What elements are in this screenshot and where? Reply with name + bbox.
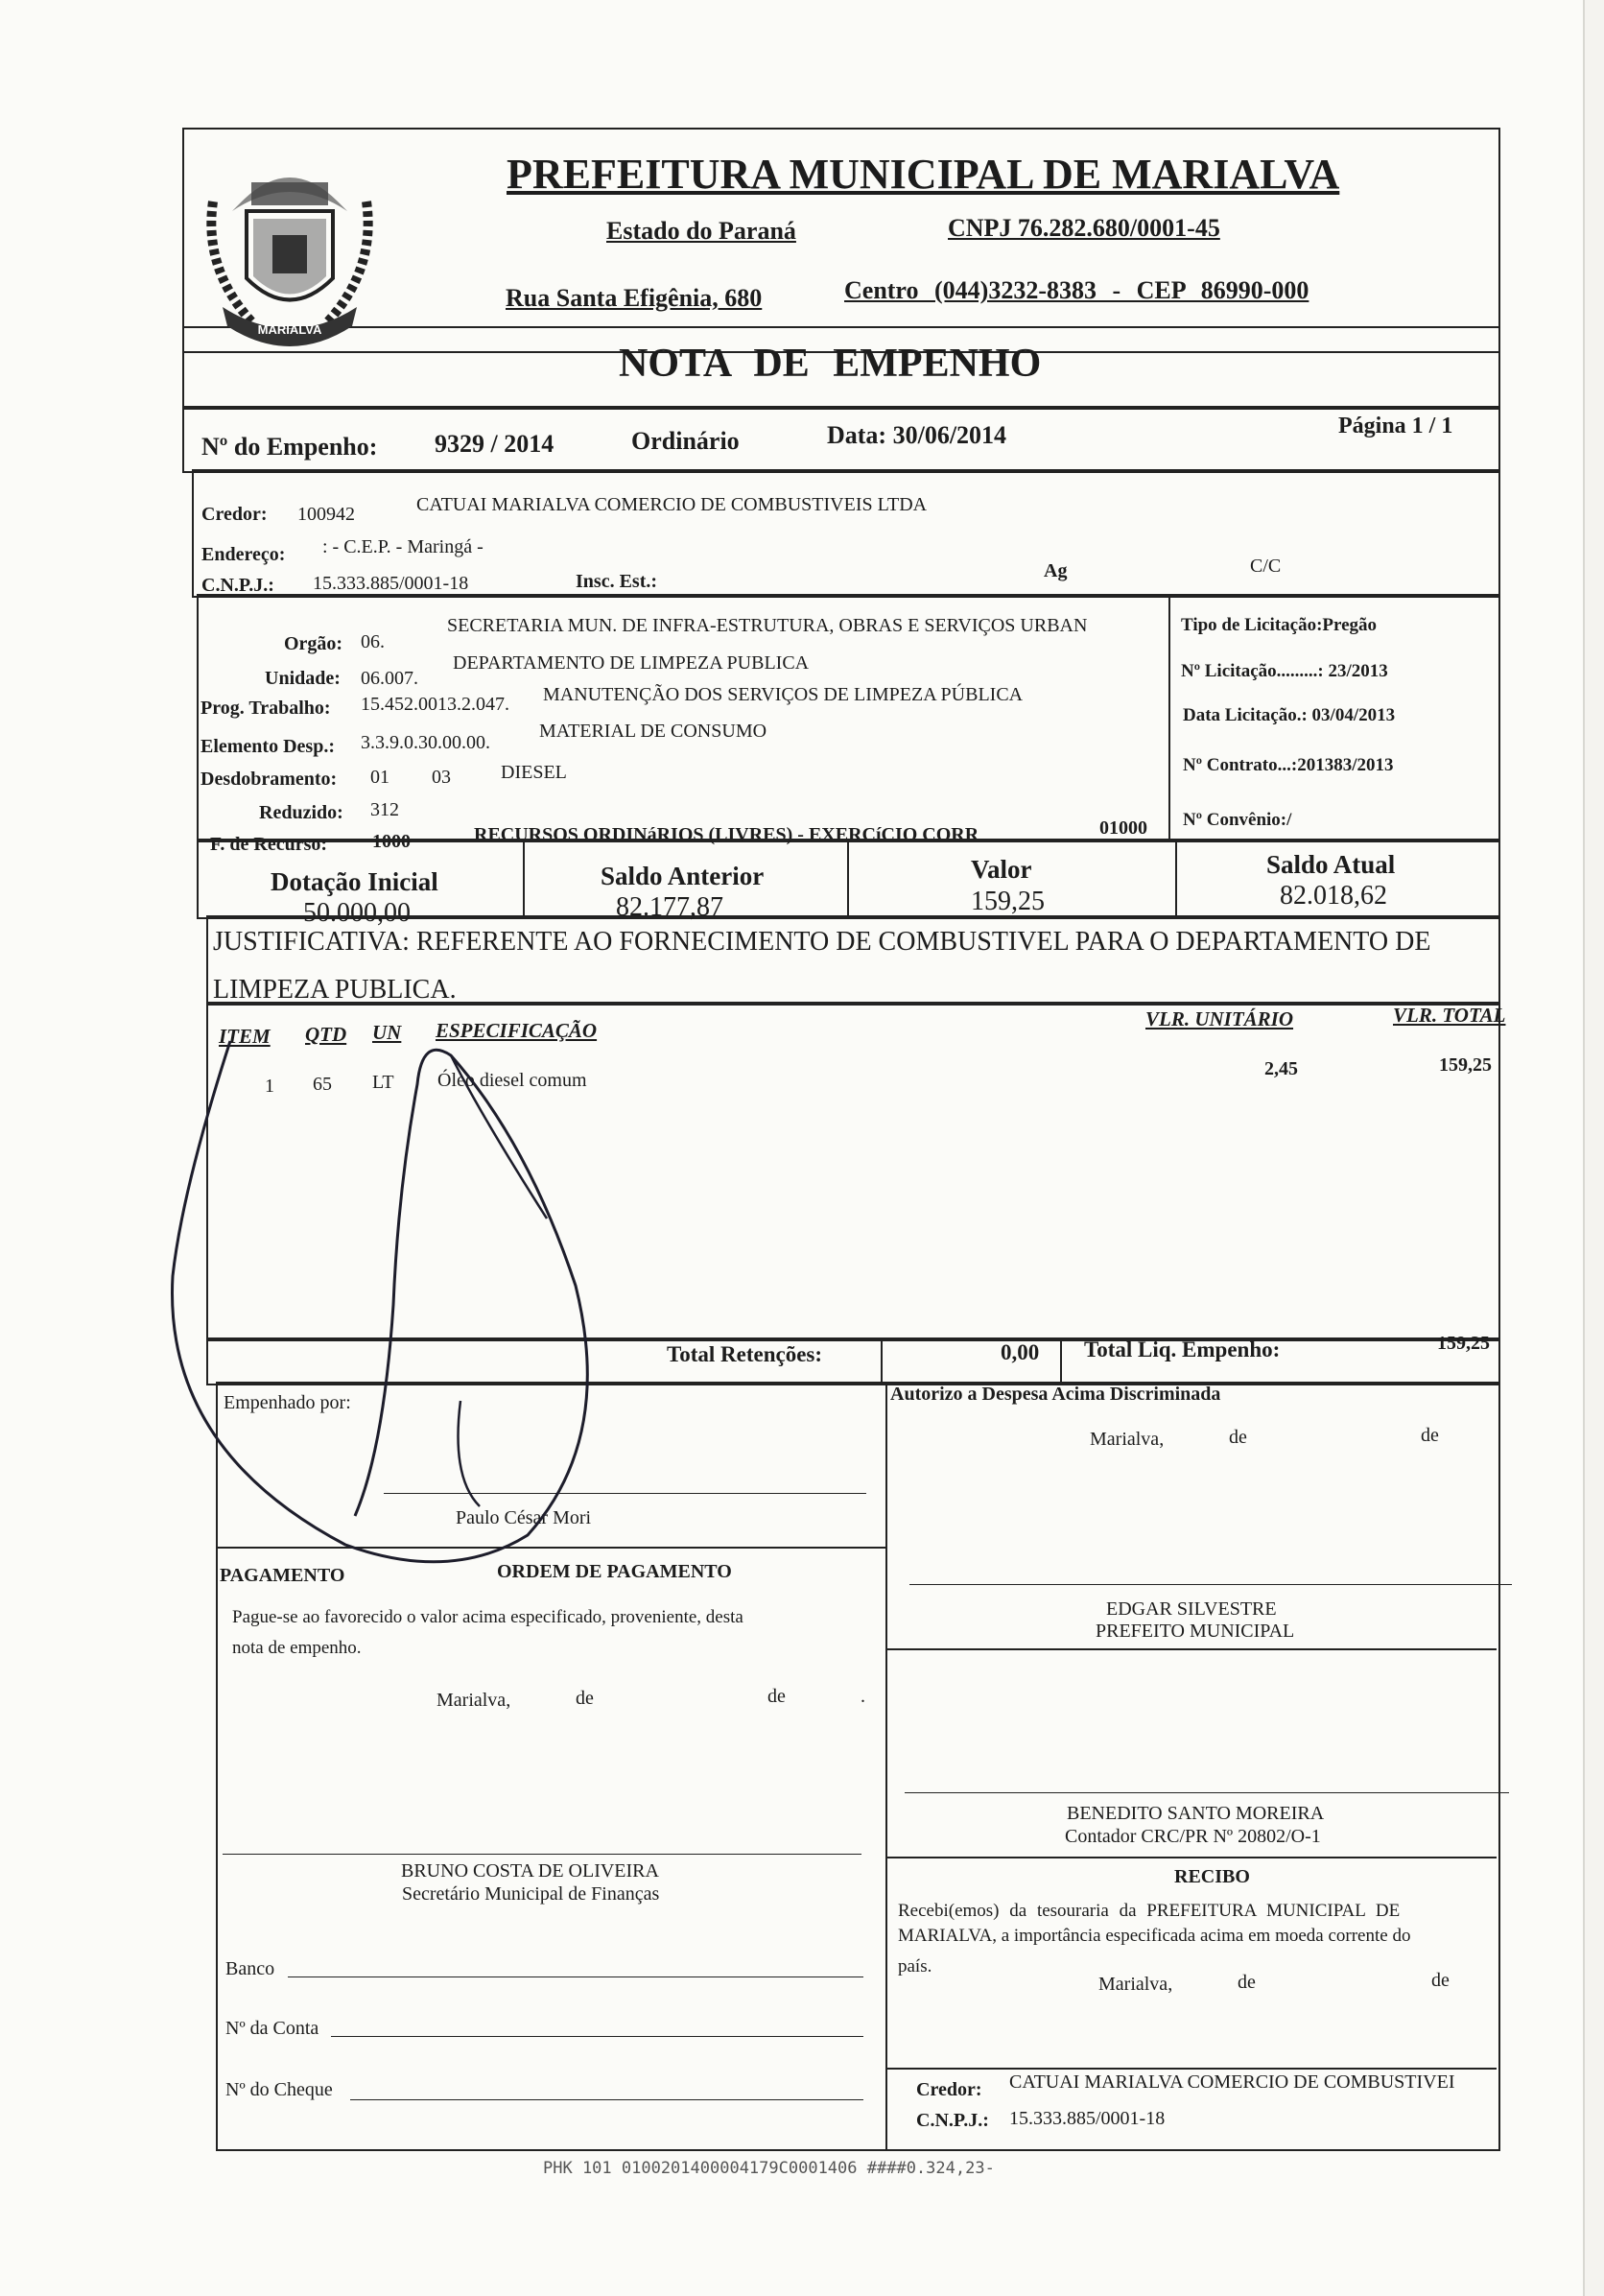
saldos-divider-2 xyxy=(847,839,849,917)
row-valor-total: 159,25 xyxy=(1439,1054,1492,1076)
numero-convenio: Nº Convênio:/ xyxy=(1183,810,1292,830)
state-name: Estado do Paraná xyxy=(606,217,796,245)
credor-code: 100942 xyxy=(297,504,355,525)
fonte-recurso-description: RECURSOS ORDINáRIOS (LIVRES) - EXERCíCIO CORR xyxy=(474,824,979,845)
recibo-credor-label: Credor: xyxy=(916,2079,982,2100)
row-valor-unitario: 2,45 xyxy=(1264,1058,1298,1079)
saldo-anterior-label: Saldo Anterior xyxy=(601,862,765,890)
prog-trabalho-value: 15.452.0013.2.047. xyxy=(361,694,509,715)
header-un: UN xyxy=(372,1021,402,1044)
data-licitacao: Data Licitação.: 03/04/2013 xyxy=(1183,705,1396,725)
credor-label: Credor: xyxy=(201,504,268,525)
conta-label: Nº da Conta xyxy=(225,2018,319,2039)
recibo-text-2: MARIALVA, a importância especificada acima em moeda corrente do xyxy=(898,1926,1411,1946)
prog-trabalho-description: MANUTENÇÃO DOS SERVIÇOS DE LIMPEZA PÚBLICA xyxy=(543,684,1024,705)
numero-contrato: Nº Contrato...:201383/2013 xyxy=(1183,755,1394,775)
ordem-pagamento-label: ORDEM DE PAGAMENTO xyxy=(497,1561,732,1582)
recibo-title: RECIBO xyxy=(1174,1866,1250,1887)
tipo-licitacao: Tipo de Licitação:Pregão xyxy=(1181,615,1378,635)
budget-divider xyxy=(1168,594,1170,840)
justificativa-line-2: LIMPEZA PUBLICA. xyxy=(213,975,457,1005)
row-item: 1 xyxy=(265,1076,274,1097)
justificativa-line-1: JUSTIFICATIVA: REFERENTE AO FORNECIMENTO DE COMBUSTIVEL PARA O DEPARTAMENTO DE xyxy=(213,927,1431,957)
unidade-label: Unidade: xyxy=(265,668,341,689)
header-cnpj: CNPJ 76.282.680/0001-45 xyxy=(948,214,1220,242)
recibo-divider xyxy=(885,2068,1497,2070)
saldo-atual-label: Saldo Atual xyxy=(1266,850,1396,879)
autorizo-de-2: de xyxy=(1421,1425,1439,1446)
header-address: Centro (044)3232-8383 - CEP 86990-000 xyxy=(844,276,1309,304)
numero-licitacao: Nº Licitação.........: 23/2013 xyxy=(1181,661,1388,681)
endereco-label: Endereço: xyxy=(201,544,286,565)
fonte-recurso-code: 01000 xyxy=(1099,817,1147,839)
autorizo-de-1: de xyxy=(1229,1427,1247,1448)
unidade-value: 06.007. xyxy=(361,668,418,689)
prefeito-signature-line xyxy=(909,1584,1512,1585)
header-item: ITEM xyxy=(219,1025,271,1048)
pagamento-text-1: Pague-se ao favorecido o valor acima especificado, proveniente, desta xyxy=(232,1607,743,1627)
prefeito-role: PREFEITO MUNICIPAL xyxy=(1096,1621,1295,1642)
municipality-title: PREFEITURA MUNICIPAL DE MARIALVA xyxy=(507,151,1340,198)
saldos-divider-3 xyxy=(1175,839,1177,917)
reduzido-label: Reduzido: xyxy=(259,802,343,823)
fonte-recurso-label: F. de Recurso: xyxy=(210,834,328,855)
orgao-label: Orgão: xyxy=(284,633,343,654)
pagamento-de-1: de xyxy=(576,1688,594,1709)
empenho-number: 9329 / 2014 xyxy=(435,430,554,458)
secretario-name: BRUNO COSTA DE OLIVEIRA xyxy=(401,1860,659,1882)
reduzido-value: 312 xyxy=(370,799,399,820)
unidade-description: DEPARTAMENTO DE LIMPEZA PUBLICA xyxy=(453,652,810,674)
desdobramento-description: DIESEL xyxy=(501,762,567,783)
recibo-de-2: de xyxy=(1431,1970,1450,1991)
row-qtd: 65 xyxy=(313,1074,332,1095)
row-especificacao: Óleo diesel comum xyxy=(437,1070,587,1091)
header-valor-unitario: VLR. UNITÁRIO xyxy=(1145,1007,1294,1030)
items-table xyxy=(206,1002,1500,1341)
elemento-label: Elemento Desp.: xyxy=(200,736,335,757)
desdobramento-label: Desdobramento: xyxy=(200,769,338,790)
autorizo-label: Autorizo a Despesa Acima Discriminada xyxy=(890,1384,1221,1405)
recibo-city: Marialva, xyxy=(1098,1974,1173,1995)
cheque-line xyxy=(350,2099,863,2100)
elemento-description: MATERIAL DE CONSUMO xyxy=(539,721,767,742)
banco-label: Banco xyxy=(225,1958,275,1979)
empenhado-signature-line xyxy=(384,1493,866,1494)
document-title: NOTA DE EMPENHO xyxy=(619,342,1042,386)
valor-value: 159,25 xyxy=(971,887,1045,916)
recibo-text-1: Recebi(emos) da tesouraria da PREFEITURA MUNICIPAL DE xyxy=(898,1901,1401,1921)
empenhado-divider xyxy=(216,1547,885,1549)
total-liquido-value: 159,25 xyxy=(1437,1333,1490,1354)
contador-signature-line xyxy=(905,1792,1509,1793)
header-qtd: QTD xyxy=(305,1023,347,1046)
fonte-recurso-value: 1000 xyxy=(372,831,411,852)
cheque-label: Nº do Cheque xyxy=(225,2079,333,2100)
pagamento-period: . xyxy=(861,1686,865,1707)
row-un: LT xyxy=(372,1072,394,1093)
conta-corrente-label: C/C xyxy=(1250,556,1282,577)
recibo-cnpj-label: C.N.P.J.: xyxy=(916,2110,989,2131)
prefeito-name: EDGAR SILVESTRE xyxy=(1106,1598,1277,1620)
recibo-de-1: de xyxy=(1238,1972,1256,1993)
header-street: Rua Santa Efigênia, 680 xyxy=(506,284,763,312)
pagamento-text-2: nota de empenho. xyxy=(232,1638,362,1658)
total-retencoes-label: Total Retenções: xyxy=(667,1342,823,1366)
secretario-role: Secretário Municipal de Finanças xyxy=(402,1883,660,1905)
autorizo-divider xyxy=(885,1648,1497,1650)
totals-box xyxy=(206,1337,1500,1385)
empenhado-signer: Paulo César Mori xyxy=(456,1507,592,1528)
recibo-text-3: país. xyxy=(898,1956,932,1976)
header-especificacao: ESPECIFICAÇÃO xyxy=(436,1019,598,1042)
orgao-description: SECRETARIA MUN. DE INFRA-ESTRUTURA, OBRAS E SERVIÇOS URBAN xyxy=(447,615,1088,636)
agencia-label: Ag xyxy=(1044,560,1068,581)
total-liquido-label: Total Liq. Empenho: xyxy=(1084,1337,1281,1361)
secretario-signature-line xyxy=(223,1854,861,1855)
valor-label: Valor xyxy=(971,855,1032,884)
footer-barcode-text: PHK 101 0100201400004179C0001406 ####0.324,23- xyxy=(543,2159,995,2178)
recibo-credor-value: CATUAI MARIALVA COMERCIO DE COMBUSTIVEI xyxy=(1009,2071,1455,2093)
coat-of-arms-seal xyxy=(194,144,386,355)
credor-cnpj-label: C.N.P.J.: xyxy=(201,575,274,596)
dotacao-inicial-value: 50.000,00 xyxy=(303,898,411,928)
pagamento-label: PAGAMENTO xyxy=(220,1565,345,1586)
svg-text:MARIALVA: MARIALVA xyxy=(257,322,322,337)
banco-line xyxy=(288,1976,863,1977)
recibo-cnpj-value: 15.333.885/0001-18 xyxy=(1009,2108,1166,2129)
saldos-divider-1 xyxy=(523,839,525,917)
contador-divider xyxy=(885,1857,1497,1858)
prog-trabalho-label: Prog. Trabalho: xyxy=(200,698,331,719)
signature-area-divider xyxy=(885,1382,887,2149)
conta-line xyxy=(331,2036,863,2037)
desdobramento-value-a: 01 xyxy=(370,767,389,788)
elemento-value: 3.3.9.0.30.00.00. xyxy=(361,732,490,753)
totals-divider-1 xyxy=(881,1337,883,1384)
autorizo-city: Marialva, xyxy=(1090,1429,1165,1450)
saldo-atual-value: 82.018,62 xyxy=(1280,881,1387,911)
pagamento-city: Marialva, xyxy=(436,1690,511,1711)
endereco-value: : - C.E.P. - Maringá - xyxy=(322,536,484,557)
desdobramento-value-b: 03 xyxy=(432,767,451,788)
totals-divider-2 xyxy=(1060,1337,1062,1384)
contador-name: BENEDITO SANTO MOREIRA xyxy=(1067,1803,1325,1824)
orgao-value: 06. xyxy=(361,631,385,652)
empenho-number-label: Nº do Empenho: xyxy=(201,433,378,461)
contador-role: Contador CRC/PR Nº 20802/O-1 xyxy=(1065,1826,1321,1847)
saldo-anterior-value: 82.177,87 xyxy=(616,892,723,922)
credor-name: CATUAI MARIALVA COMERCIO DE COMBUSTIVEIS LTDA xyxy=(416,494,928,515)
header-valor-total: VLR. TOTAL xyxy=(1393,1004,1506,1027)
credor-cnpj: 15.333.885/0001-18 xyxy=(313,573,469,594)
dotacao-inicial-label: Dotação Inicial xyxy=(271,867,438,896)
empenho-type: Ordinário xyxy=(631,427,740,455)
total-retencoes-value: 0,00 xyxy=(1001,1340,1040,1364)
insc-est-label: Insc. Est.: xyxy=(576,571,658,592)
page-number: Página 1 / 1 xyxy=(1338,414,1453,438)
empenhado-por-label: Empenhado por: xyxy=(224,1392,351,1413)
empenho-date: Data: 30/06/2014 xyxy=(827,421,1007,449)
pagamento-de-2: de xyxy=(767,1686,786,1707)
